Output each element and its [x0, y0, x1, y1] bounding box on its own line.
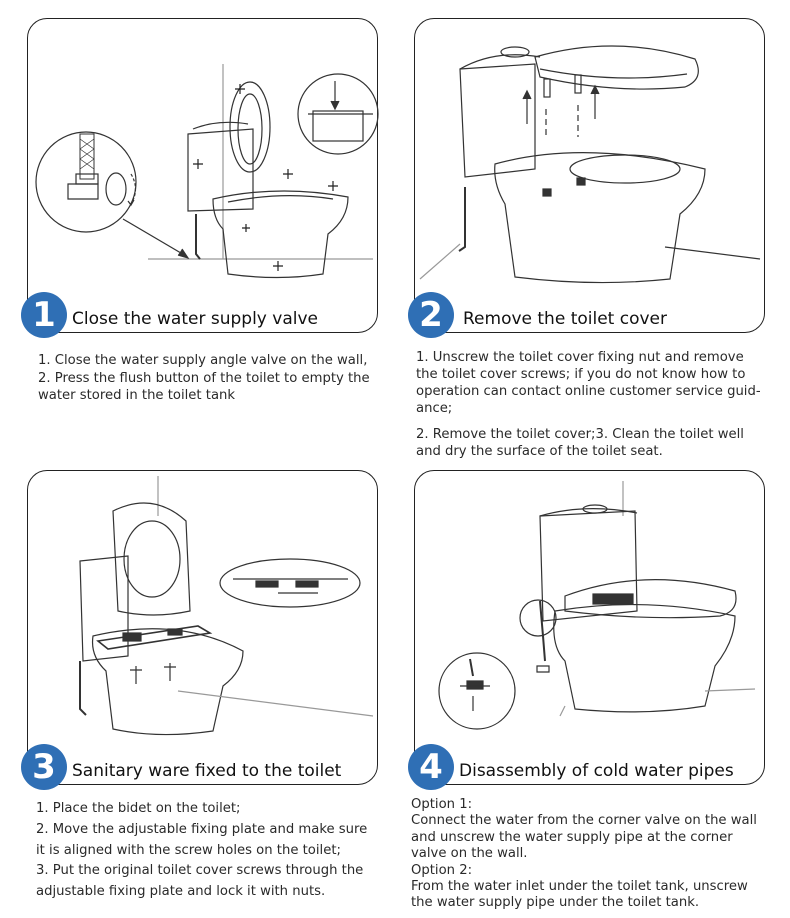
step-2-line: operation can contact online customer service guid- — [416, 384, 761, 399]
step-2-line: the toilet cover screws; if you do not know how to — [416, 367, 746, 382]
step-3-line: 3. Put the original toilet cover screws through the — [36, 863, 364, 879]
step-1-line: 1. Close the water supply angle valve on the wall, — [38, 353, 368, 368]
step-1-illustration-panel — [27, 18, 378, 333]
step-2-illustration — [415, 19, 766, 334]
step-4-description — [411, 797, 771, 912]
step-2-line: 1. Unscrew the toilet cover fixing nut and remove — [416, 350, 744, 365]
step-1-line: water stored in the toilet tank — [38, 388, 236, 403]
step-2-badge: 2 — [408, 292, 454, 338]
step-1-line: 2. Press the flush button of the toilet to empty the — [38, 370, 370, 386]
step-3-line: it is aligned with the screw holes on the toilet; — [36, 842, 341, 858]
step-4-illustration — [415, 471, 766, 786]
step-3-line: adjustable fixing plate and lock it with nuts. — [36, 884, 326, 900]
step-4-line: Option 1: — [411, 797, 473, 812]
step-4-line: the water supply pipe under the toilet tank. — [411, 895, 700, 911]
step-3-line: 2. Move the adjustable fixing plate and make sure — [36, 821, 368, 837]
step-4-line: Option 2: — [411, 862, 473, 878]
step-2-line: ance; — [416, 401, 453, 416]
step-3-illustration — [28, 471, 379, 786]
step-2-description — [416, 349, 776, 460]
step-4-title: Disassembly of cold water pipes — [459, 761, 734, 781]
step-3-line: 1. Place the bidet on the toilet; — [36, 801, 241, 816]
step-4-line: valve on the wall. — [411, 846, 528, 862]
step-4-line: From the water inlet under the toilet tank, unscrew — [411, 879, 748, 895]
step-4-illustration-panel — [414, 470, 765, 785]
step-1-description — [38, 352, 378, 405]
step-3-description — [36, 799, 381, 903]
step-4-badge: 4 — [408, 744, 454, 790]
step-1-title: Close the water supply valve — [72, 309, 318, 329]
step-1-illustration — [28, 19, 379, 334]
step-1-badge: 1 — [21, 292, 67, 338]
step-3-title: Sanitary ware fixed to the toilet — [72, 761, 342, 781]
step-2-line: 2. Remove the toilet cover;3. Clean the toilet well — [416, 427, 744, 442]
step-2-line: and dry the surface of the toilet seat. — [416, 444, 663, 459]
step-3-illustration-panel — [27, 470, 378, 785]
step-2-illustration-panel — [414, 18, 765, 333]
step-4-line: Connect the water from the corner valve on the wall — [411, 813, 757, 829]
step-2-title: Remove the toilet cover — [463, 309, 667, 329]
step-4-line: and unscrew the water supply pipe at the corner — [411, 829, 733, 845]
step-3-badge: 3 — [21, 744, 67, 790]
